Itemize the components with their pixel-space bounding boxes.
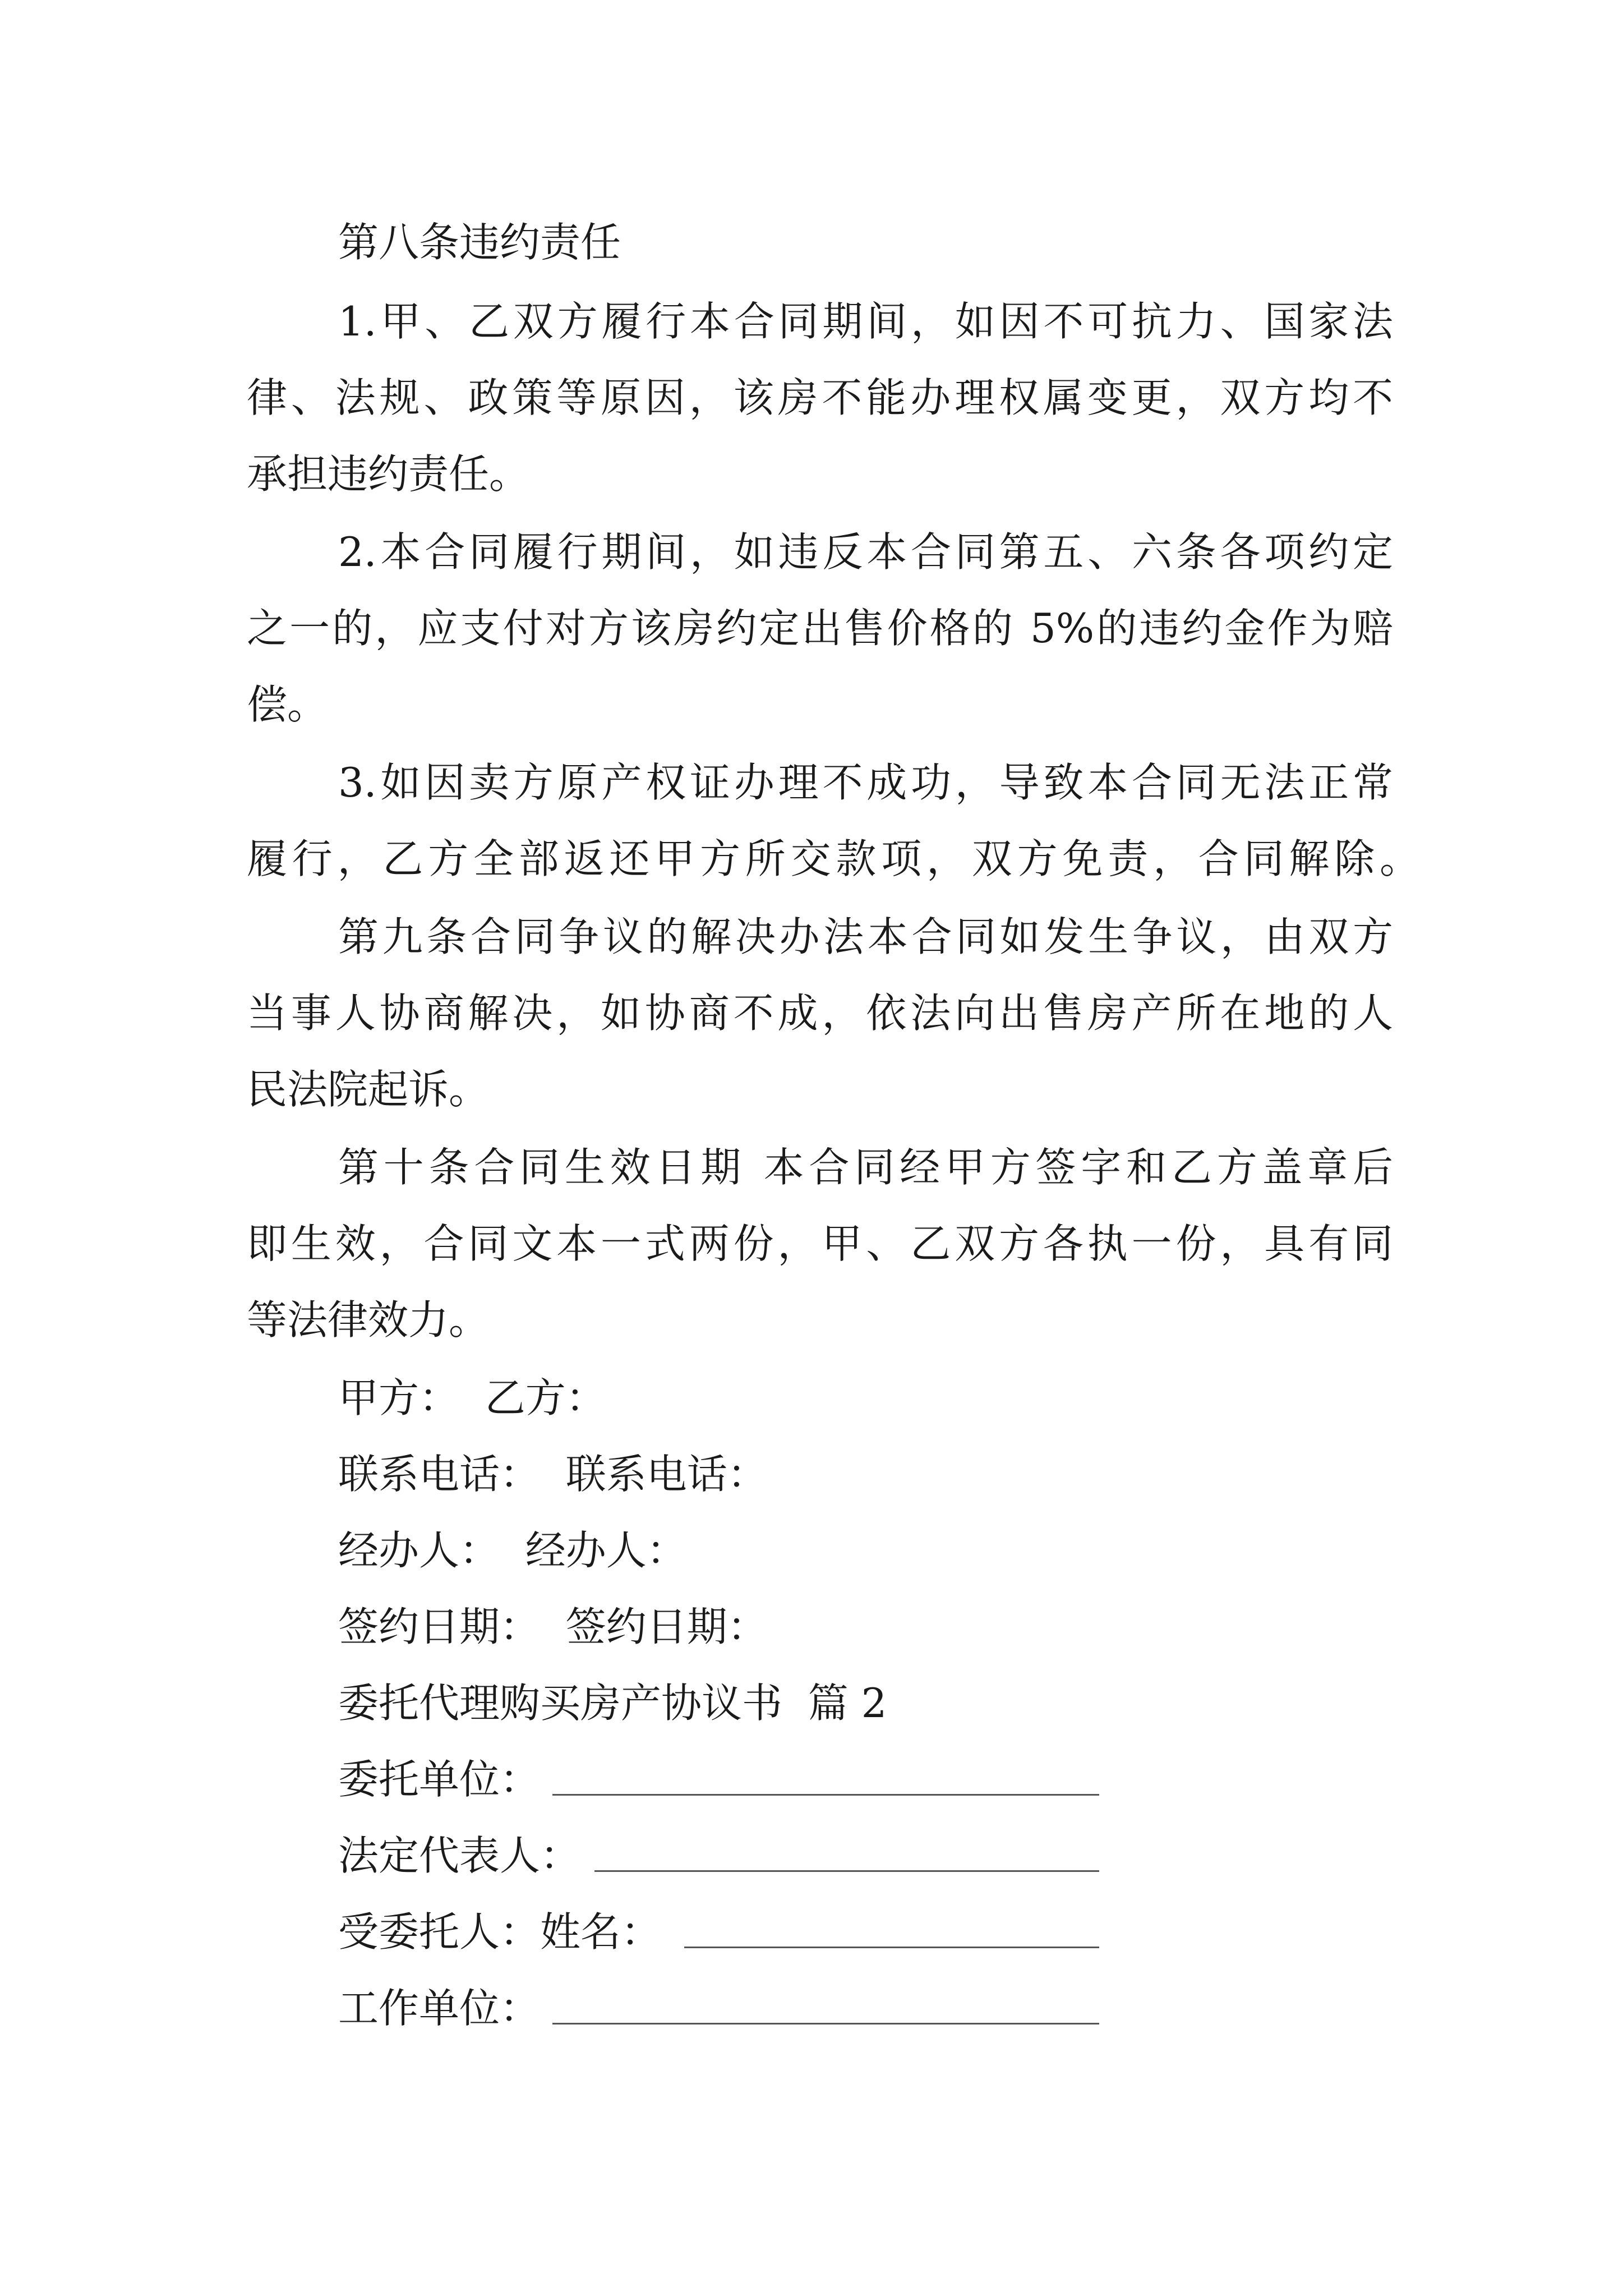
entrusting-unit-blank [552,1794,1099,1796]
article-8-clause-2-line-2: 之一的，应支付对方该房约定出售价格的 5%的违约金作为赔 [247,605,1393,652]
article-8-clause-1-line-2: 律、法规、政策等原因，该房不能办理权属变更，双方均不 [247,374,1393,421]
article-9-line-1: 第九条合同争议的解决办法本合同如发生争议，由双方 [338,913,1393,960]
article-9-line-3: 民法院起诉。 [247,1066,490,1113]
section-2-title: 委托代理购买房产协议书 篇 2 [338,1680,887,1727]
legal-rep-row [338,1825,580,1887]
article-10-line-3: 等法律效力。 [247,1296,490,1343]
article-10-line-1: 第十条合同生效日期 本合同经甲方签字和乙方盖章后 [338,1144,1393,1191]
article-8-clause-2-line-3: 偿。 [247,681,328,728]
signature-dates: 签约日期： 签约日期： [338,1603,768,1650]
article-10-line-2: 即生效，合同文本一式两份，甲、乙双方各执一份，具有同 [247,1220,1393,1267]
legal-rep-blank [594,1870,1099,1872]
work-unit-row [338,1977,540,2039]
entrusting-unit-label: 委托单位： [338,1756,541,1803]
article-8-clause-1-line-1: 1.甲、乙双方履行本合同期间，如因不可抗力、国家法 [338,298,1393,345]
article-8-heading: 第八条违约责任 [338,219,621,266]
signature-agents: 经办人： 经办人： [338,1527,687,1574]
legal-rep-label: 法定代表人： [338,1832,581,1879]
signature-parties: 甲方： 乙方： [338,1374,606,1421]
work-unit-label: 工作单位： [338,1985,541,2032]
work-unit-blank [552,2023,1099,2024]
article-8-clause-3-line-2: 履行，乙方全部返还甲方所交款项，双方免责，合同解除。 [247,835,1420,882]
article-8-clause-3-line-1: 3.如因卖方原产权证办理不成功，导致本合同无法正常 [338,759,1393,806]
signature-phones: 联系电话： 联系电话： [338,1451,768,1498]
article-8-clause-1-line-3: 承担违约责任。 [247,450,530,498]
trustee-blank [684,1947,1099,1948]
entrusting-unit-row [338,1749,540,1810]
article-9-line-2: 当事人协商解决，如协商不成，依法向出售房产所在地的人 [247,990,1393,1037]
trustee-row [338,1901,661,1963]
article-8-clause-2-line-1: 2.本合同履行期间，如违反本合同第五、六条各项约定 [338,528,1393,576]
trustee-label: 受委托人：姓名： [338,1908,662,1955]
